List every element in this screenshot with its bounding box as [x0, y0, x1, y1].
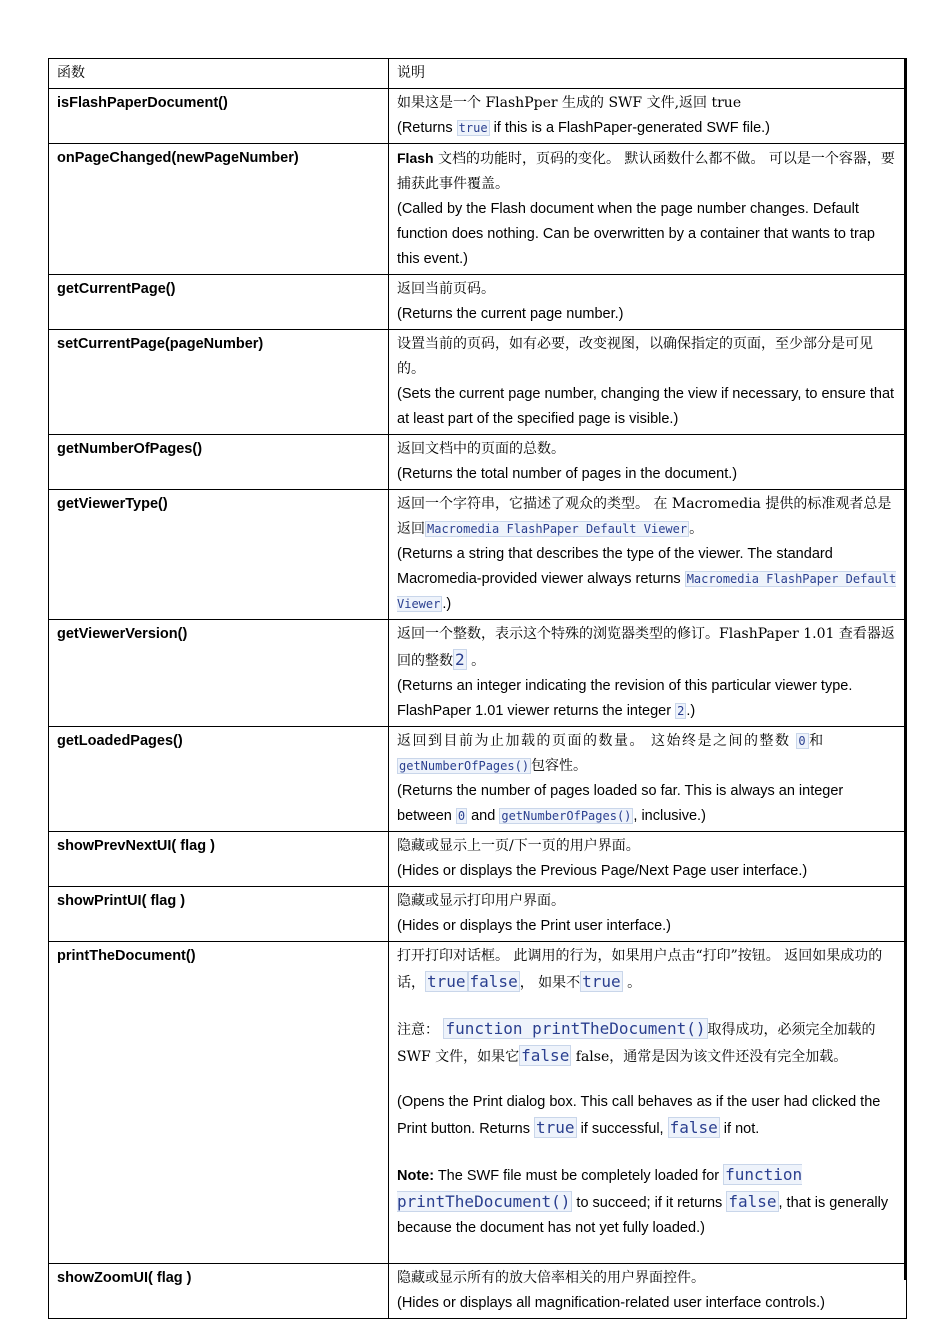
function-description — [389, 887, 907, 942]
function-name: onPageChanged(newPageNumber) — [49, 144, 389, 275]
function-description — [389, 490, 907, 620]
function-description — [389, 89, 907, 144]
description-zh: 返回一个整数，表示这个特殊的浏览器类型的修订。FlashPaper 1.01 查看器返回的整数 2 。 — [397, 626, 895, 669]
description-zh: 返回一个字符串，它描述了观众的类型。 在 Macromedia 提供的标准观者总是返回 Macromedia FlashPaper Default Viewer 。 — [397, 496, 892, 537]
description-en: (Hides or displays the Previous Page/Next Page user interface.) — [397, 863, 808, 879]
code-true: true — [536, 1118, 575, 1137]
function-name: printTheDocument() — [49, 942, 389, 1264]
function-description — [389, 275, 907, 330]
code-false: false — [669, 1118, 718, 1137]
function-description — [389, 1264, 907, 1319]
code-true: true — [458, 121, 488, 135]
table-row — [49, 620, 907, 727]
description-zh: 设置当前的页码，如有必要，改变视图，以确保指定的页面，至少部分是可见的。 — [397, 336, 873, 377]
table-row — [49, 727, 907, 832]
description-en: (Hides or displays the Print user interface.) — [397, 918, 671, 934]
function-table-page — [48, 58, 906, 1319]
paragraph-gap — [397, 1241, 898, 1261]
code-get-number-of-pages: getNumberOfPages() — [501, 809, 632, 823]
code-false: false — [728, 1192, 777, 1211]
function-description — [389, 330, 907, 435]
code-zero: 0 — [457, 809, 466, 823]
code-zero: 0 — [798, 734, 808, 748]
function-name: setCurrentPage(pageNumber) — [49, 330, 389, 435]
table-row — [49, 490, 907, 620]
function-description — [389, 620, 907, 727]
function-name: getViewerVersion() — [49, 620, 389, 727]
code-viewer-type: Macromedia FlashPaper Default Viewer — [397, 572, 897, 611]
description-zh: 隐藏或显示所有的放大倍率相关的用户界面控件。 — [397, 1270, 705, 1286]
code-version: 2 — [677, 704, 685, 718]
description-en: (Returns the current page number.) — [397, 306, 624, 322]
function-description — [389, 435, 907, 490]
description-zh: 隐藏或显示上一页/下一页的用户界面。 — [397, 838, 640, 854]
table-row — [49, 89, 907, 144]
function-name: showPrintUI( flag ) — [49, 887, 389, 942]
table-row — [49, 435, 907, 490]
description-en: (Returns true if this is a FlashPaper-generated SWF file.) — [397, 120, 770, 136]
code-get-number-of-pages: getNumberOfPages() — [399, 759, 530, 773]
function-description — [389, 727, 907, 832]
description-en: (Returns a string that describes the type of the viewer. The standard Macromedia-provided viewer always returns Macromedia FlashPaper Default Viewer .) — [397, 546, 897, 612]
code-viewer-type: Macromedia FlashPaper Default Viewer — [427, 522, 688, 536]
header-description: 说明 — [389, 59, 907, 89]
description-zh-p2: 注意： function printTheDocument() 取得成功，必须完全加载的 SWF 文件，如果它 false false，通常是因为该文件还没有完全加载。 — [397, 1019, 876, 1065]
code-version: 2 — [455, 650, 465, 669]
header-function: 函数 — [49, 59, 389, 89]
description-zh: 返回文档中的页面的总数。 — [397, 441, 565, 457]
function-name: showPrevNextUI( flag ) — [49, 832, 389, 887]
table-row — [49, 275, 907, 330]
description-zh: 返回当前页码。 — [397, 281, 495, 297]
table-row — [49, 832, 907, 887]
paragraph-gap — [397, 1142, 898, 1162]
description-zh: 返回到目前为止加载的页面的数量。 这始终是之间的整数 0 和 getNumberOfPages() 包容性。 — [397, 733, 825, 774]
function-name: getLoadedPages() — [49, 727, 389, 832]
description-zh: Flash 文档的功能时，页码的变化。 默认函数什么都不做。 可以是一个容器，要捕获此事件覆盖。 — [397, 150, 895, 192]
table-header-row — [49, 59, 907, 89]
table-row — [49, 887, 907, 942]
table-row — [49, 942, 907, 1264]
code-true: true — [427, 972, 466, 991]
table-row — [49, 144, 907, 275]
description-en-p4: Note: The SWF file must be completely loaded for function printTheDocument() to succeed; if it returns false , that is generally because the document has not yet fully loaded.) — [397, 1165, 889, 1236]
paragraph-gap — [397, 1070, 898, 1090]
description-en: (Returns an integer indicating the revision of this particular viewer type. FlashPaper 1.01 viewer returns the integer 2 .) — [397, 678, 853, 719]
description-en-p3: (Opens the Print dialog box. This call behaves as if the user had clicked the Print button. Returns true if successful, false if not. — [397, 1094, 881, 1137]
description-zh-p1: 打开打印对话框。 此调用的行为，如果用户点击“打印”按钮。 返回如果成功的话， true false ， 如果不 true 。 — [397, 948, 883, 991]
table-row — [49, 1264, 907, 1319]
description-en: (Returns the total number of pages in the document.) — [397, 466, 738, 482]
description-en: (Called by the Flash document when the page number changes. Default function does nothing. Can be overwritten by a container that wants to trap this event.) — [397, 201, 875, 267]
function-description — [389, 942, 907, 1264]
right-border-bar — [904, 58, 907, 1280]
description-en: (Sets the current page number, changing the view if necessary, to ensure that at least part of the specified page is visible.) — [397, 386, 895, 427]
code-false: false — [469, 972, 518, 991]
function-description — [389, 832, 907, 887]
code-true: true — [582, 972, 621, 991]
description-en: (Hides or displays all magnification-related user interface controls.) — [397, 1295, 825, 1311]
function-name: getNumberOfPages() — [49, 435, 389, 490]
function-description — [389, 144, 907, 275]
function-name: isFlashPaperDocument() — [49, 89, 389, 144]
function-name: showZoomUI( flag ) — [49, 1264, 389, 1319]
description-zh: 隐藏或显示打印用户界面。 — [397, 893, 565, 909]
code-false: false — [521, 1046, 570, 1065]
function-table — [48, 58, 907, 1319]
function-name: getCurrentPage() — [49, 275, 389, 330]
paragraph-gap — [397, 996, 898, 1016]
table-row — [49, 330, 907, 435]
description-en: (Returns the number of pages loaded so far. This is always an integer between 0 and getNumberOfPages() , inclusive.) — [397, 783, 844, 824]
code-function-print: function printTheDocument() — [445, 1019, 706, 1038]
function-name: getViewerType() — [49, 490, 389, 620]
description-zh: 如果这是一个 FlashPper 生成的 SWF 文件,返回 true — [397, 95, 742, 111]
code-function-print: function printTheDocument() — [397, 1165, 803, 1211]
